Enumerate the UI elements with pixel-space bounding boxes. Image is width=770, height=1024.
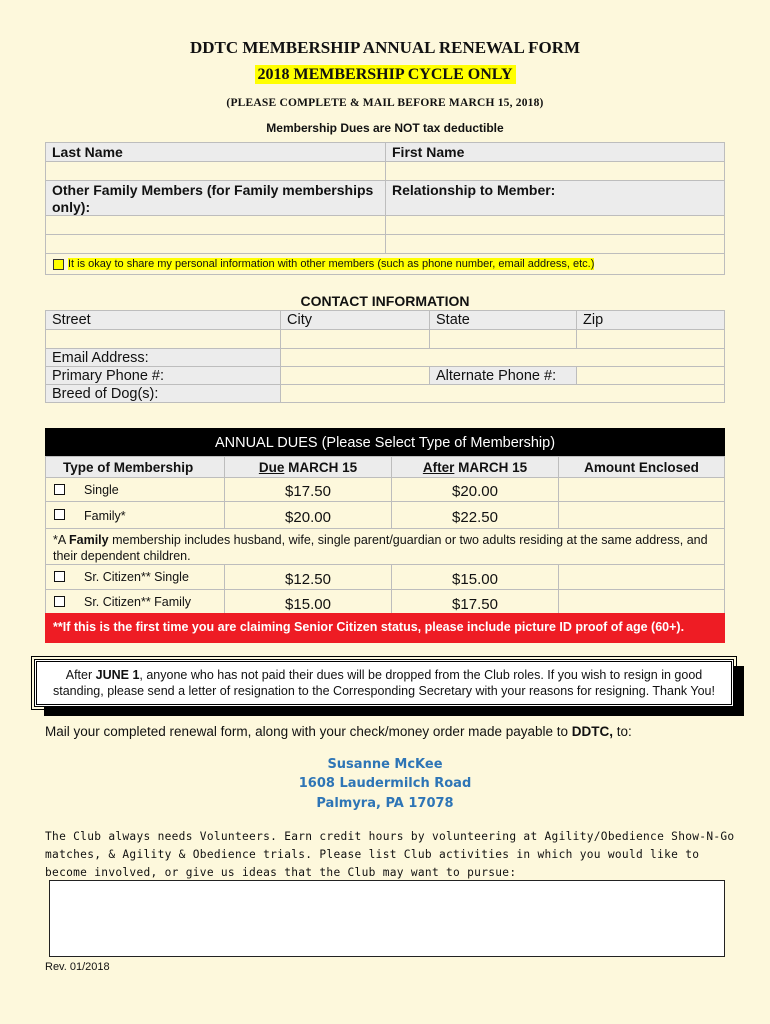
deadline-rest: , anyone who has not paid their dues will be dropped from the Club roles. If you wish to resign in good standing, please send a letter of resignation to the Corresponding Secretary with your reasons for resigning. Thank You! [53, 668, 715, 698]
family-note [45, 528, 725, 565]
single-checkbox[interactable] [54, 484, 65, 495]
due-rest: MARCH 15 [284, 460, 358, 475]
due-price: $15.00 [224, 589, 392, 614]
after-price: $15.00 [391, 564, 559, 590]
after-price: $22.50 [391, 501, 559, 529]
city-label: City [280, 310, 430, 330]
relationship-field[interactable] [385, 234, 725, 254]
state-field[interactable] [429, 329, 577, 349]
mail-prefix: Mail your completed renewal form, along with your check/money order made payable to [45, 724, 572, 739]
type-label: Family* [84, 509, 126, 523]
amount-enclosed-field[interactable] [558, 501, 725, 529]
type-label: Single [84, 483, 119, 497]
amount-enclosed-field[interactable] [558, 564, 725, 590]
family-member-field[interactable] [45, 215, 386, 235]
share-consent-checkbox[interactable] [53, 259, 64, 270]
mail-city: Palmyra, PA 17078 [316, 796, 454, 811]
mail-street: 1608 Laudermilch Road [298, 776, 472, 791]
family-member-field[interactable] [45, 234, 386, 254]
contact-heading: CONTACT INFORMATION [300, 293, 470, 309]
cycle-banner [0, 66, 770, 84]
breed-label: Breed of Dog(s): [45, 384, 281, 403]
amount-enclosed-field[interactable] [558, 589, 725, 614]
last-name-label: Last Name [45, 142, 386, 162]
alternate-phone-label: Alternate Phone #: [429, 366, 577, 385]
deadline-text [37, 662, 731, 699]
due-underlined: Due [258, 460, 285, 475]
mail-instruction: (PLEASE COMPLETE & MAIL BEFORE MARCH 15, 2018) [226, 97, 544, 109]
after-price: $17.50 [391, 589, 559, 614]
deadline-date: JUNE 1 [95, 668, 140, 682]
senior-id-warning: **If this is the first time you are claiming Senior Citizen status, please include picture ID proof of age (60+). [45, 613, 725, 643]
dues-heading: ANNUAL DUES (Please Select Type of Membership) [45, 428, 725, 457]
after-price: $20.00 [391, 477, 559, 502]
volunteer-text: The Club always needs Volunteers. Earn credit hours by volunteering at Agility/Obedience Show-N-Go matches, & Agility & Obedience trials. Please list Club activities in which you would like to become involved, or give us ideas that the Club may want to pursue: [45, 830, 735, 879]
dues-type-cell [45, 589, 225, 614]
share-consent-row [45, 253, 725, 275]
revision-label: Rev. 01/2018 [45, 961, 110, 973]
first-name-field[interactable] [385, 161, 725, 181]
state-label: State [429, 310, 577, 330]
type-column-header: Type of Membership [45, 456, 225, 478]
note-rest: membership includes husband, wife, single parent/guardian or two adults residing at the same address, and their dependent children. [53, 533, 708, 563]
email-field[interactable] [280, 348, 725, 367]
other-family-label: Other Family Members (for Family memberships only): [45, 180, 386, 216]
after-rest: MARCH 15 [454, 460, 528, 475]
amount-column-header: Amount Enclosed [558, 456, 725, 478]
note-family-bold: Family [69, 533, 109, 547]
dues-type-cell [45, 477, 225, 502]
zip-field[interactable] [576, 329, 725, 349]
city-field[interactable] [280, 329, 430, 349]
deadline-notice [34, 659, 734, 707]
form-title: DDTC MEMBERSHIP ANNUAL RENEWAL FORM [189, 38, 581, 57]
primary-phone-label: Primary Phone #: [45, 366, 281, 385]
family-checkbox[interactable] [54, 509, 65, 520]
amount-enclosed-field[interactable] [558, 477, 725, 502]
relationship-field[interactable] [385, 215, 725, 235]
dues-type-cell [45, 501, 225, 529]
deadline-prefix: After [65, 668, 96, 682]
first-name-label: First Name [385, 142, 725, 162]
type-label: Sr. Citizen** Family [84, 595, 191, 609]
due-price: $17.50 [224, 477, 392, 502]
mail-suffix: to: [613, 724, 632, 739]
after-underlined: After [422, 460, 455, 475]
mail-instructions [45, 724, 745, 739]
due-column-header [224, 456, 392, 478]
email-label: Email Address: [45, 348, 281, 367]
type-label: Sr. Citizen** Single [84, 570, 189, 584]
primary-phone-field[interactable] [280, 366, 430, 385]
senior-family-checkbox[interactable] [54, 596, 65, 607]
dues-type-cell [45, 564, 225, 590]
mail-recipient: Susanne McKee [327, 757, 443, 772]
due-price: $20.00 [224, 501, 392, 529]
note-prefix: *A [53, 533, 69, 547]
relationship-label: Relationship to Member: [385, 180, 725, 216]
after-column-header [391, 456, 559, 478]
street-label: Street [45, 310, 281, 330]
last-name-field[interactable] [45, 161, 386, 181]
due-price: $12.50 [224, 564, 392, 590]
street-field[interactable] [45, 329, 281, 349]
share-consent-label: It is okay to share my personal information with other members (such as phone number, email address, etc.) [68, 258, 595, 270]
senior-single-checkbox[interactable] [54, 571, 65, 582]
tax-note: Membership Dues are NOT tax deductible [266, 121, 504, 135]
zip-label: Zip [576, 310, 725, 330]
volunteer-activities-field[interactable] [49, 880, 725, 957]
cycle-text: 2018 MEMBERSHIP CYCLE ONLY [255, 65, 516, 84]
breed-field[interactable] [280, 384, 725, 403]
alternate-phone-field[interactable] [576, 366, 725, 385]
mail-payee: DDTC, [571, 724, 614, 739]
